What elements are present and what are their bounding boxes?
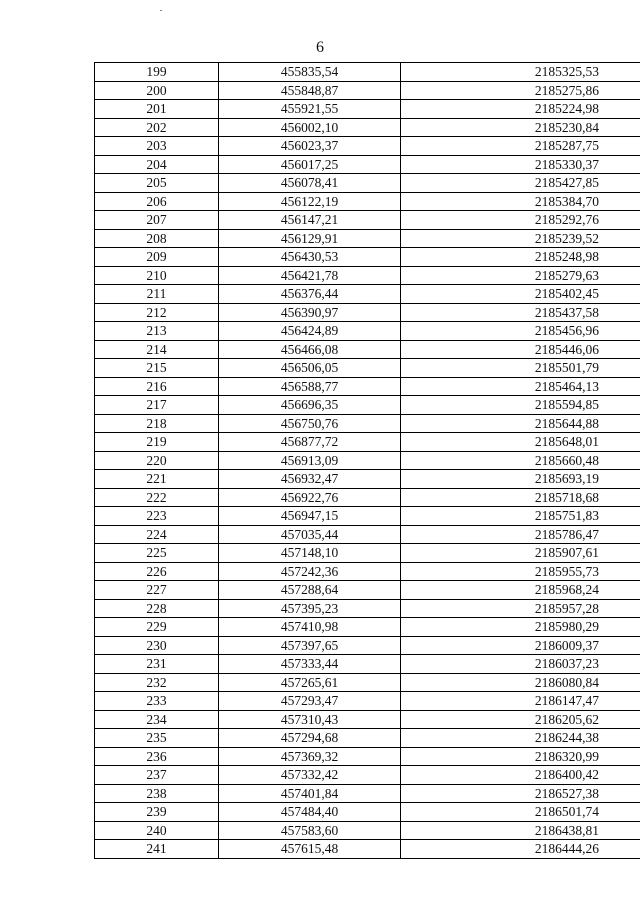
point-number-cell: 209 — [95, 248, 219, 267]
y-coordinate-cell: 2185402,45 — [401, 285, 640, 304]
scan-speck — [160, 10, 162, 11]
y-coordinate-cell: 2186444,26 — [401, 840, 640, 859]
point-number-cell: 237 — [95, 766, 219, 785]
x-coordinate-cell: 457148,10 — [219, 544, 401, 563]
y-coordinate-cell: 2186080,84 — [401, 673, 640, 692]
table-row — [95, 470, 640, 489]
table-row — [95, 377, 640, 396]
point-number-cell: 219 — [95, 433, 219, 452]
x-coordinate-cell: 457294,68 — [219, 729, 401, 748]
x-coordinate-cell: 456913,09 — [219, 451, 401, 470]
table-row — [95, 803, 640, 822]
table-row — [95, 544, 640, 563]
x-coordinate-cell: 457265,61 — [219, 673, 401, 692]
y-coordinate-cell: 2186527,38 — [401, 784, 640, 803]
x-coordinate-cell: 457333,44 — [219, 655, 401, 674]
point-number-cell: 200 — [95, 81, 219, 100]
table-row — [95, 673, 640, 692]
table-row — [95, 433, 640, 452]
x-coordinate-cell: 456390,97 — [219, 303, 401, 322]
point-number-cell: 240 — [95, 821, 219, 840]
point-number-cell: 211 — [95, 285, 219, 304]
table-row — [95, 322, 640, 341]
x-coordinate-cell: 457615,48 — [219, 840, 401, 859]
x-coordinate-cell: 457397,65 — [219, 636, 401, 655]
point-number-cell: 210 — [95, 266, 219, 285]
table-row — [95, 618, 640, 637]
x-coordinate-cell: 455921,55 — [219, 100, 401, 119]
table-row — [95, 507, 640, 526]
x-coordinate-cell: 457332,42 — [219, 766, 401, 785]
point-number-cell: 214 — [95, 340, 219, 359]
y-coordinate-cell: 2185644,88 — [401, 414, 640, 433]
y-coordinate-cell: 2186320,99 — [401, 747, 640, 766]
x-coordinate-cell: 455848,87 — [219, 81, 401, 100]
x-coordinate-cell: 456147,21 — [219, 211, 401, 230]
table-row — [95, 766, 640, 785]
x-coordinate-cell: 456877,72 — [219, 433, 401, 452]
table-row — [95, 192, 640, 211]
x-coordinate-cell: 457293,47 — [219, 692, 401, 711]
x-coordinate-cell: 457484,40 — [219, 803, 401, 822]
x-coordinate-cell: 456588,77 — [219, 377, 401, 396]
table-row — [95, 821, 640, 840]
y-coordinate-cell: 2185501,79 — [401, 359, 640, 378]
table-row — [95, 655, 640, 674]
y-coordinate-cell: 2186244,38 — [401, 729, 640, 748]
y-coordinate-cell: 2185279,63 — [401, 266, 640, 285]
x-coordinate-cell: 456696,35 — [219, 396, 401, 415]
y-coordinate-cell: 2185786,47 — [401, 525, 640, 544]
x-coordinate-cell: 456376,44 — [219, 285, 401, 304]
point-number-cell: 241 — [95, 840, 219, 859]
table-row — [95, 359, 640, 378]
x-coordinate-cell: 457242,36 — [219, 562, 401, 581]
point-number-cell: 212 — [95, 303, 219, 322]
x-coordinate-cell: 456129,91 — [219, 229, 401, 248]
table-row — [95, 63, 640, 82]
table-row — [95, 729, 640, 748]
y-coordinate-cell: 2186147,47 — [401, 692, 640, 711]
y-coordinate-cell: 2186205,62 — [401, 710, 640, 729]
y-coordinate-cell: 2185660,48 — [401, 451, 640, 470]
y-coordinate-cell: 2185907,61 — [401, 544, 640, 563]
point-number-cell: 199 — [95, 63, 219, 82]
x-coordinate-cell: 456002,10 — [219, 118, 401, 137]
x-coordinate-cell: 456750,76 — [219, 414, 401, 433]
point-number-cell: 231 — [95, 655, 219, 674]
point-number-cell: 235 — [95, 729, 219, 748]
point-number-cell: 222 — [95, 488, 219, 507]
y-coordinate-cell: 2185464,13 — [401, 377, 640, 396]
point-number-cell: 232 — [95, 673, 219, 692]
y-coordinate-cell: 2185980,29 — [401, 618, 640, 637]
y-coordinate-cell: 2185648,01 — [401, 433, 640, 452]
x-coordinate-cell: 457401,84 — [219, 784, 401, 803]
y-coordinate-cell: 2185751,83 — [401, 507, 640, 526]
point-number-cell: 230 — [95, 636, 219, 655]
point-number-cell: 223 — [95, 507, 219, 526]
x-coordinate-cell: 456430,53 — [219, 248, 401, 267]
table-row — [95, 636, 640, 655]
point-number-cell: 234 — [95, 710, 219, 729]
x-coordinate-cell: 456421,78 — [219, 266, 401, 285]
y-coordinate-cell: 2185292,76 — [401, 211, 640, 230]
y-coordinate-cell: 2185248,98 — [401, 248, 640, 267]
y-coordinate-cell: 2185456,96 — [401, 322, 640, 341]
table-row — [95, 840, 640, 859]
x-coordinate-cell: 457369,32 — [219, 747, 401, 766]
point-number-cell: 217 — [95, 396, 219, 415]
table-row — [95, 396, 640, 415]
table-row — [95, 211, 640, 230]
table-row — [95, 266, 640, 285]
x-coordinate-cell: 456122,19 — [219, 192, 401, 211]
point-number-cell: 201 — [95, 100, 219, 119]
point-number-cell: 228 — [95, 599, 219, 618]
y-coordinate-cell: 2185437,58 — [401, 303, 640, 322]
table-row — [95, 581, 640, 600]
point-number-cell: 207 — [95, 211, 219, 230]
point-number-cell: 204 — [95, 155, 219, 174]
x-coordinate-cell: 457288,64 — [219, 581, 401, 600]
y-coordinate-cell: 2185330,37 — [401, 155, 640, 174]
y-coordinate-cell: 2185718,68 — [401, 488, 640, 507]
y-coordinate-cell: 2185968,24 — [401, 581, 640, 600]
y-coordinate-cell: 2185957,28 — [401, 599, 640, 618]
y-coordinate-cell: 2185446,06 — [401, 340, 640, 359]
point-number-cell: 205 — [95, 174, 219, 193]
y-coordinate-cell: 2186009,37 — [401, 636, 640, 655]
table-row — [95, 174, 640, 193]
point-number-cell: 236 — [95, 747, 219, 766]
y-coordinate-cell: 2185230,84 — [401, 118, 640, 137]
table-row — [95, 155, 640, 174]
table-row — [95, 229, 640, 248]
point-number-cell: 226 — [95, 562, 219, 581]
coordinates-table-body — [95, 63, 640, 859]
table-row — [95, 710, 640, 729]
y-coordinate-cell: 2185594,85 — [401, 396, 640, 415]
table-row — [95, 692, 640, 711]
point-number-cell: 206 — [95, 192, 219, 211]
point-number-cell: 215 — [95, 359, 219, 378]
point-number-cell: 213 — [95, 322, 219, 341]
point-number-cell: 202 — [95, 118, 219, 137]
y-coordinate-cell: 2185427,85 — [401, 174, 640, 193]
table-row — [95, 100, 640, 119]
page-number: 6 — [316, 39, 324, 56]
y-coordinate-cell: 2185325,53 — [401, 63, 640, 82]
x-coordinate-cell: 456466,08 — [219, 340, 401, 359]
table-row — [95, 747, 640, 766]
table-row — [95, 414, 640, 433]
table-row — [95, 488, 640, 507]
y-coordinate-cell: 2186501,74 — [401, 803, 640, 822]
x-coordinate-cell: 456017,25 — [219, 155, 401, 174]
point-number-cell: 225 — [95, 544, 219, 563]
y-coordinate-cell: 2185275,86 — [401, 81, 640, 100]
point-number-cell: 224 — [95, 525, 219, 544]
coordinates-table — [94, 62, 640, 859]
y-coordinate-cell: 2186037,23 — [401, 655, 640, 674]
y-coordinate-cell: 2185384,70 — [401, 192, 640, 211]
y-coordinate-cell: 2186438,81 — [401, 821, 640, 840]
x-coordinate-cell: 456922,76 — [219, 488, 401, 507]
y-coordinate-cell: 2185224,98 — [401, 100, 640, 119]
y-coordinate-cell: 2186400,42 — [401, 766, 640, 785]
table-row — [95, 81, 640, 100]
x-coordinate-cell: 456932,47 — [219, 470, 401, 489]
table-row — [95, 285, 640, 304]
point-number-cell: 239 — [95, 803, 219, 822]
point-number-cell: 238 — [95, 784, 219, 803]
x-coordinate-cell: 456506,05 — [219, 359, 401, 378]
table-row — [95, 525, 640, 544]
x-coordinate-cell: 457310,43 — [219, 710, 401, 729]
x-coordinate-cell: 457410,98 — [219, 618, 401, 637]
table-row — [95, 248, 640, 267]
y-coordinate-cell: 2185693,19 — [401, 470, 640, 489]
table-row — [95, 137, 640, 156]
y-coordinate-cell: 2185955,73 — [401, 562, 640, 581]
table-row — [95, 340, 640, 359]
y-coordinate-cell: 2185287,75 — [401, 137, 640, 156]
point-number-cell: 220 — [95, 451, 219, 470]
point-number-cell: 203 — [95, 137, 219, 156]
table-row — [95, 784, 640, 803]
x-coordinate-cell: 456078,41 — [219, 174, 401, 193]
x-coordinate-cell: 455835,54 — [219, 63, 401, 82]
point-number-cell: 218 — [95, 414, 219, 433]
table-row — [95, 118, 640, 137]
point-number-cell: 229 — [95, 618, 219, 637]
point-number-cell: 208 — [95, 229, 219, 248]
table-row — [95, 303, 640, 322]
x-coordinate-cell: 456947,15 — [219, 507, 401, 526]
x-coordinate-cell: 457395,23 — [219, 599, 401, 618]
point-number-cell: 216 — [95, 377, 219, 396]
x-coordinate-cell: 456023,37 — [219, 137, 401, 156]
x-coordinate-cell: 457035,44 — [219, 525, 401, 544]
point-number-cell: 233 — [95, 692, 219, 711]
point-number-cell: 221 — [95, 470, 219, 489]
table-row — [95, 451, 640, 470]
x-coordinate-cell: 457583,60 — [219, 821, 401, 840]
table-row — [95, 562, 640, 581]
y-coordinate-cell: 2185239,52 — [401, 229, 640, 248]
table-row — [95, 599, 640, 618]
point-number-cell: 227 — [95, 581, 219, 600]
x-coordinate-cell: 456424,89 — [219, 322, 401, 341]
